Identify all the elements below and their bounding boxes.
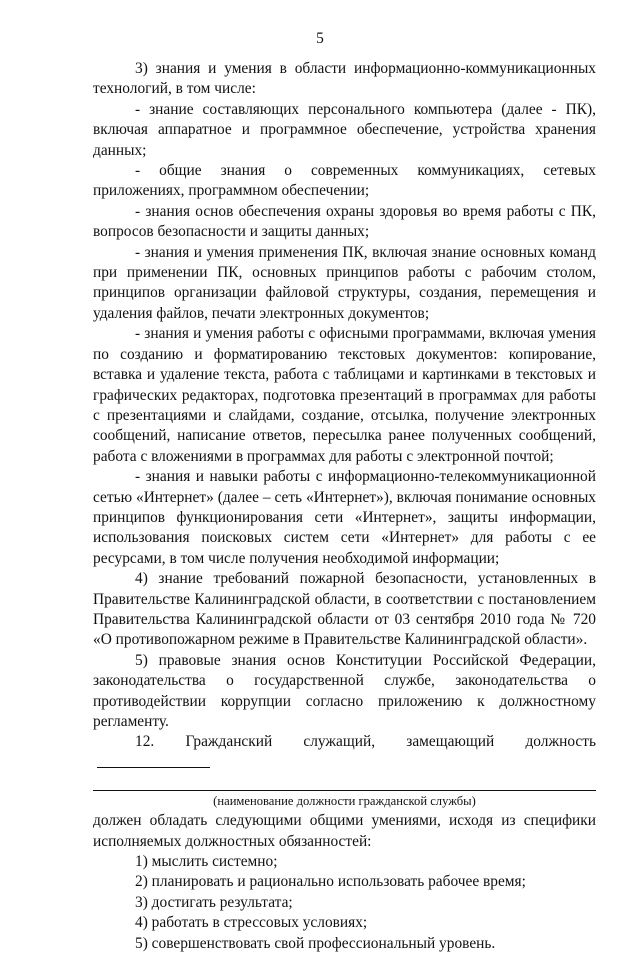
list-item: 5) совершенствовать свой профессиональный уровень.	[135, 934, 496, 952]
paragraph-internet: - знания и навыки работы с информационно-телекоммуникационной сетью «Интернет» (далее – сеть «Интернет»), включая понимание основных принципов функционирования сети «Интернет», защиты информации, использования поисковых систем сети «Интернет» для работы с ее ресурсами, в том числе получения необходимой информации;	[93, 468, 596, 567]
document-body	[93, 59, 596, 954]
paragraph-legal-knowledge: 5) правовые знания основ Конституции Российской Федерации, законодательства о государственной службе, законодательства о противодействии коррупции согласно приложению к должностному регламенту.	[93, 651, 596, 730]
paragraph-continuation: должен обладать следующими общими умениями, исходя из специфики исполняемых должностных обязанностей:	[93, 812, 596, 850]
paragraph-pc-components: - знание составляющих персонального компьютера (далее - ПК), включая аппаратное и программное обеспечение, устройства хранения данных;	[93, 100, 596, 159]
paragraph-item-12	[93, 732, 596, 774]
skills-list	[93, 852, 596, 954]
paragraph-office-programs: - знания и умения работы с офисными программами, включая умения по созданию и форматированию текстовых документов: копирование, вставка и удаление текста, работа с таблицами и картинками в текстовых и графических редакторах, подготовка презентаций в программах для работы с презентациями и слайдами, создание, отсылка, получение электронных сообщений, написание ответов, пересылка ранее полученных сообщений, работа с вложениями в программах для работы с электронной почтой;	[93, 325, 596, 465]
list-item: 2) планировать и рационально использовать рабочее время;	[135, 873, 526, 891]
item-12-text: 12. Гражданский служащий, замещающий должность	[135, 733, 596, 751]
paragraph-health-safety: - знания основ обеспечения охраны здоровья во время работы с ПК, вопросов безопасности и защиты данных;	[93, 202, 596, 241]
paragraph-fire-safety: 4) знание требований пожарной безопасности, установленных в Правительстве Калининградской области, в соответствии с постановлением Правительства Калининградской области от 03 сентября 2010 года № 720 «О противопожарном режиме в Правительстве Калининградской области».	[93, 570, 596, 649]
list-item: 3) достигать результата;	[135, 893, 293, 911]
list-item: 4) работать в стрессовых условиях;	[135, 914, 368, 932]
position-caption: (наименование должности гражданской службы)	[213, 794, 476, 809]
page-number: 5	[316, 30, 324, 47]
position-name-line	[93, 790, 596, 791]
list-item: 1) мыслить системно;	[135, 853, 278, 871]
paragraph-pc-usage: - знания и умения применения ПК, включая знание основных команд при применении ПК, основных принципов работы с рабочим столом, принципов организации файловой структуры, создания, перемещения и удаления файлов, печати электронных документов;	[93, 243, 596, 322]
paragraph-communications: - общие знания о современных коммуникациях, сетевых приложениях, программном обеспечении;	[93, 162, 596, 200]
paragraph-ict-skills-heading: 3) знания и умения в области информационно-коммуникационных технологий, в том числе:	[93, 60, 596, 98]
position-blank-line	[97, 753, 210, 768]
